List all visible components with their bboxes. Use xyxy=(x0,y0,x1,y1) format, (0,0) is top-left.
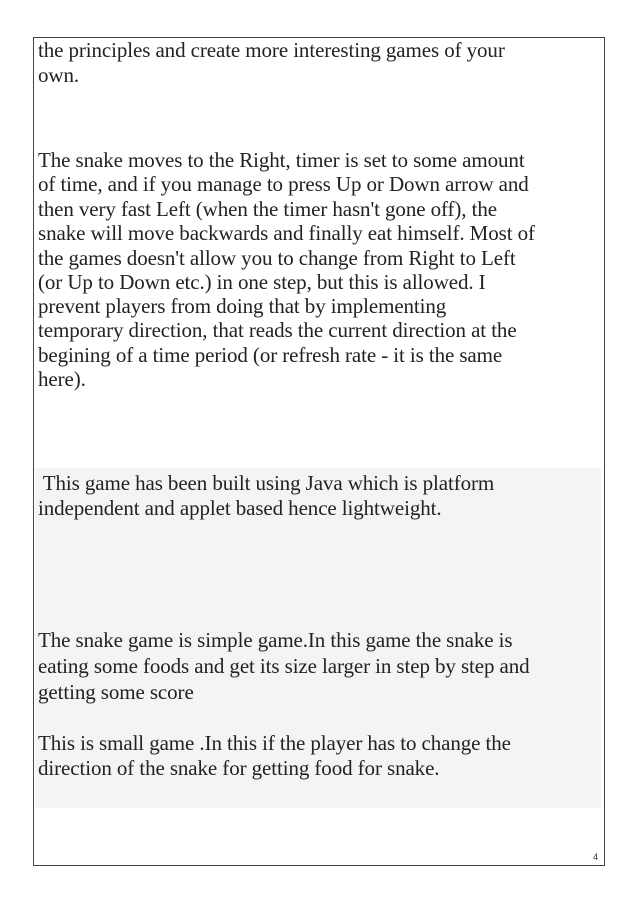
paragraph-4-line-2: eating some foods and get its size larger in step by step and xyxy=(38,654,530,678)
paragraph-2-line-7: prevent players from doing that by implementing xyxy=(38,294,447,318)
paragraph-5-line-1: This is small game .In this if the player has to change the xyxy=(38,731,511,755)
paragraph-3-line-1: This game has been built using Java which is platform xyxy=(38,471,495,495)
paragraph-4-line-1: The snake game is simple game.In this game the snake is xyxy=(38,628,513,652)
paragraph-3-line-2: independent and applet based hence lightweight. xyxy=(38,496,442,520)
paragraph-2-line-10: here). xyxy=(38,367,86,391)
page-number: 4 xyxy=(593,852,599,862)
paragraph-1-line-1: the principles and create more interesting games of your xyxy=(38,38,505,62)
paragraph-2-line-5: the games doesn't allow you to change from Right to Left xyxy=(38,246,516,270)
paragraph-2-line-6: (or Up to Down etc.) in one step, but this is allowed. I xyxy=(38,270,486,294)
paragraph-4-line-3: getting some score xyxy=(38,680,194,704)
paragraph-2-line-3: then very fast Left (when the timer hasn't gone off), the xyxy=(38,197,497,221)
paragraph-2-line-1: The snake moves to the Right, timer is set to some amount xyxy=(38,148,525,172)
paragraph-2-line-4: snake will move backwards and finally eat himself. Most of xyxy=(38,221,535,245)
paragraph-2-line-9: begining of a time period (or refresh rate - it is the same xyxy=(38,343,503,367)
paragraph-5-line-2: direction of the snake for getting food for snake. xyxy=(38,756,440,780)
paragraph-2-line-2: of time, and if you manage to press Up or Down arrow and xyxy=(38,172,529,196)
paragraph-2-line-8: temporary direction, that reads the current direction at the xyxy=(38,318,517,342)
paragraph-1-line-2: own. xyxy=(38,63,80,87)
